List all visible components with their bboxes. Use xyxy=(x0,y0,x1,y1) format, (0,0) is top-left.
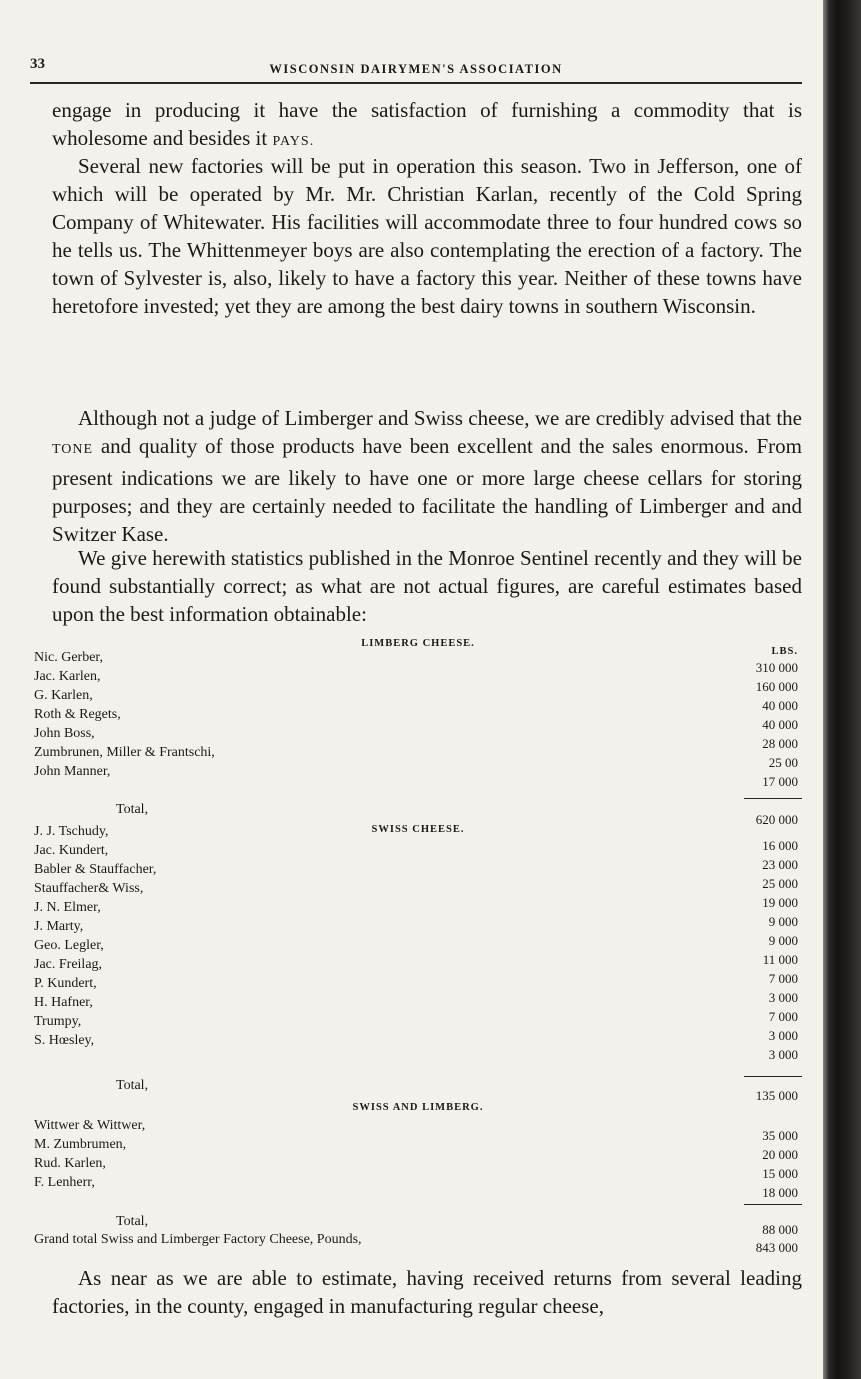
row-amount: 20 000 xyxy=(762,1147,798,1162)
row-name: John Manner, xyxy=(34,764,111,779)
row-name: Rud. Karlen, xyxy=(34,1156,106,1171)
grand-total-amount: 843 000 xyxy=(755,1240,798,1255)
section-title-swiss: SWISS CHEESE. xyxy=(371,824,465,835)
paragraph-limberger-text-b: and quality of those products have been excellent and the sales enormous. From present indications we are likely to have one or more large cheese cellars for storing purposes; and they are certainly needed to facilitate the handling of Limberger and and Switzer Kase. xyxy=(52,434,802,546)
small-caps-tone: TONE xyxy=(52,442,94,457)
row-amount: 310 000 xyxy=(755,660,798,675)
row-name: Jac. Freilag, xyxy=(34,957,103,972)
row-amount: 19 000 xyxy=(762,895,798,910)
running-head: WISCONSIN DAIRYMEN'S ASSOCIATION xyxy=(269,62,563,76)
book-spine-shadow xyxy=(823,0,861,1379)
row-name: Roth & Regets, xyxy=(34,707,121,722)
row-amount: 25 00 xyxy=(768,755,798,770)
row-name: Jac. Karlen, xyxy=(34,669,101,684)
row-amount: 9 000 xyxy=(768,914,798,929)
row-name: Stauffacher& Wiss, xyxy=(34,881,144,896)
row-amount: 40 000 xyxy=(762,717,798,732)
page-header xyxy=(30,56,802,84)
row-name: Geo. Legler, xyxy=(34,938,104,953)
small-caps-pays: PAYS. xyxy=(272,134,315,149)
swiss-total-label: Total, xyxy=(116,1078,149,1093)
row-amount: 7 000 xyxy=(768,1009,798,1024)
row-name: Zumbrunen, Miller & Frantschi, xyxy=(34,745,215,760)
row-name: Nic. Gerber, xyxy=(34,650,104,665)
row-amount: 17 000 xyxy=(762,774,798,789)
row-amount: 3 000 xyxy=(768,990,798,1005)
row-name: Trumpy, xyxy=(34,1014,82,1029)
cheese-statistics-table xyxy=(34,636,802,1255)
row-amount: 18 000 xyxy=(762,1185,798,1200)
row-name: Wittwer & Wittwer, xyxy=(34,1118,146,1133)
limberg-total-rule xyxy=(744,798,802,799)
grand-total-label: Grand total Swiss and Limberger Factory Cheese, Pounds, xyxy=(34,1232,362,1247)
swiss-limberg-total-amount: 88 000 xyxy=(762,1222,798,1237)
section-title-swiss-limberg: SWISS AND LIMBERG. xyxy=(352,1102,484,1113)
row-amount: 16 000 xyxy=(762,838,798,853)
unit-label: LBS. xyxy=(771,646,798,657)
row-name: Jac. Kundert, xyxy=(34,843,109,858)
paragraph-limberger-swiss xyxy=(52,404,802,548)
swiss-limberg-total-label: Total, xyxy=(116,1214,149,1229)
paragraph-continuation-text: engage in producing it have the satisfaction of furnishing a commodity that is wholesome and besides it xyxy=(52,98,802,150)
paragraph-statistics-intro: We give herewith statistics published in the Monroe Sentinel recently and they will be found substantially correct; as what are not actual figures, are careful estimates based upon the best information obtainable: xyxy=(52,546,802,626)
row-name: Babler & Stauffacher, xyxy=(34,862,157,877)
row-amount: 160 000 xyxy=(755,679,798,694)
row-amount: 25 000 xyxy=(762,876,798,891)
row-name: M. Zumbrumen, xyxy=(34,1137,127,1152)
section-title-limberg: LIMBERG CHEESE. xyxy=(361,638,475,649)
limberg-total-amount: 620 000 xyxy=(755,812,798,827)
row-amount: 3 000 xyxy=(768,1047,798,1062)
row-amount: 15 000 xyxy=(762,1166,798,1181)
row-name: P. Kundert, xyxy=(34,976,97,991)
row-name: H. Hafner, xyxy=(34,995,93,1010)
row-amount: 35 000 xyxy=(762,1128,798,1143)
row-name: S. Hœsley, xyxy=(34,1033,95,1048)
paragraph-limberger-text-a: Although not a judge of Limberger and Swiss cheese, we are credibly advised that the xyxy=(78,406,802,430)
swiss-total-amount: 135 000 xyxy=(755,1088,798,1103)
row-amount: 28 000 xyxy=(762,736,798,751)
row-amount: 11 000 xyxy=(762,952,798,967)
row-amount: 3 000 xyxy=(768,1028,798,1043)
row-amount: 9 000 xyxy=(768,933,798,948)
row-name: J. Marty, xyxy=(34,919,84,934)
swiss-total-rule xyxy=(744,1076,802,1077)
row-amount: 40 000 xyxy=(762,698,798,713)
paragraph-estimate: As near as we are able to estimate, having received returns from several leading factories, in the county, engaged in manufacturing regular cheese, xyxy=(52,1266,802,1318)
row-amount: 23 000 xyxy=(762,857,798,872)
swiss-limberg-total-rule xyxy=(744,1204,802,1205)
row-name: J. N. Elmer, xyxy=(34,900,101,915)
page-number: 33 xyxy=(30,56,45,72)
row-name: F. Lenherr, xyxy=(34,1175,95,1190)
limberg-total-label: Total, xyxy=(116,802,149,817)
paragraph-new-factories: Several new factories will be put in operation this season. Two in Jefferson, one of which will be operated by Mr. Mr. Christian Karlan, recently of the Cold Spring Company of Whitewater. His facilities will accommodate three to four hundred cows so he tells us. The Whittenmeyer boys are also contemplating the erection of a factory. The town of Sylvester is, also, likely to have a factory this year. Neither of these towns have heretofore invested; yet they are among the best dairy towns in southern Wisconsin. xyxy=(52,154,802,318)
row-name: J. J. Tschudy, xyxy=(34,824,109,839)
row-amount: 7 000 xyxy=(768,971,798,986)
row-name: G. Karlen, xyxy=(34,688,93,703)
paragraph-continuation xyxy=(52,96,802,156)
row-name: John Boss, xyxy=(34,726,95,741)
